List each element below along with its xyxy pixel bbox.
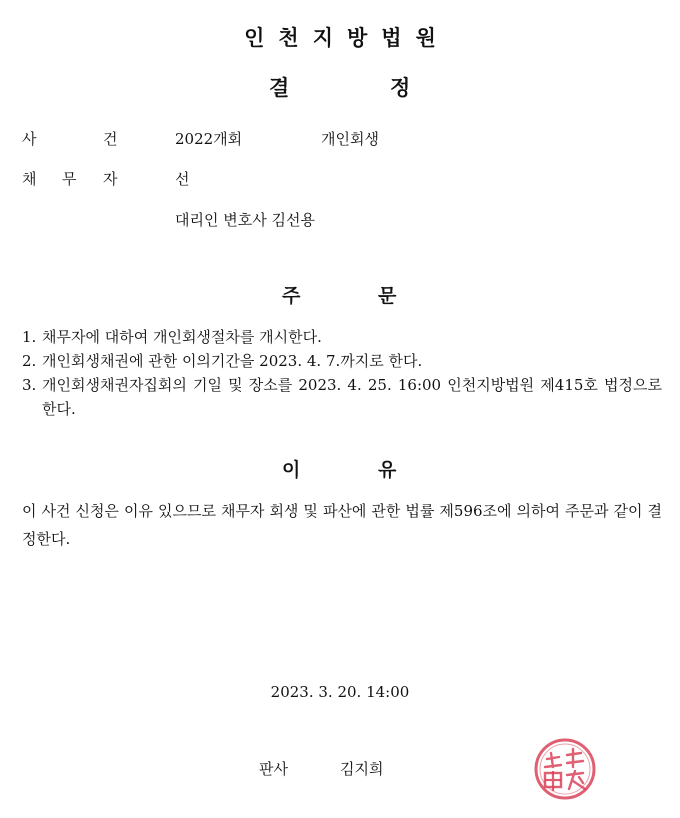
order-item-text: 개인회생채권에 관한 이의기간을 2023. 4. 7.까지로 한다. <box>42 352 423 370</box>
order-item <box>22 325 662 349</box>
order-item-text: 개인회생채권자집회의 기일 및 장소를 2023. 4. 25. 16:00 인천지방법원 제415호 법정으로 한다. <box>42 376 662 418</box>
case-label-char: 건 <box>103 130 118 148</box>
debtor-label-char: 무 <box>62 170 77 188</box>
judge-name: 김지희 <box>340 760 384 778</box>
reason-heading-char: 이 <box>282 459 301 481</box>
order-item <box>22 349 662 373</box>
court-name-char: 방 <box>347 26 368 50</box>
court-name-char: 원 <box>415 26 436 50</box>
order-heading-char: 주 <box>282 285 301 307</box>
debtor-label-char: 채 <box>22 170 37 188</box>
document-type-char: 결 <box>269 76 290 100</box>
order-item-number: 3. <box>22 376 37 394</box>
debtor-agent: 대리인 변호사 김선용 <box>175 211 315 229</box>
reason-heading-char: 유 <box>378 459 397 481</box>
order-item-number: 1. <box>22 328 37 346</box>
debtor-label-char: 자 <box>103 170 118 188</box>
court-name-char: 지 <box>312 26 333 50</box>
order-item-text: 채무자에 대하여 개인회생절차를 개시한다. <box>42 328 322 346</box>
court-name-char: 법 <box>381 26 402 50</box>
court-name <box>0 22 680 52</box>
case-type: 개인회생 <box>321 130 379 148</box>
decision-date: 2023. 3. 20. 14:00 <box>270 683 410 701</box>
court-name-char: 인 <box>244 26 265 50</box>
case-label-char: 사 <box>22 130 37 148</box>
reason-text: 이 사건 신청은 이유 있으므로 채무자 회생 및 파산에 관한 법률 제596조에 의하여 주문과 같이 결정한다. <box>22 502 662 548</box>
document-type-char: 정 <box>390 76 411 100</box>
court-seal <box>533 737 597 801</box>
case-number: 2022개회 <box>175 130 243 148</box>
court-name-char: 천 <box>278 26 299 50</box>
debtor-name: 선 <box>175 170 190 188</box>
judge-title: 판사 <box>259 760 288 778</box>
seal-stamp-icon <box>533 737 597 801</box>
order-heading-char: 문 <box>378 285 397 307</box>
order-item-number: 2. <box>22 352 37 370</box>
order-item <box>22 373 662 421</box>
order-list <box>22 325 662 421</box>
